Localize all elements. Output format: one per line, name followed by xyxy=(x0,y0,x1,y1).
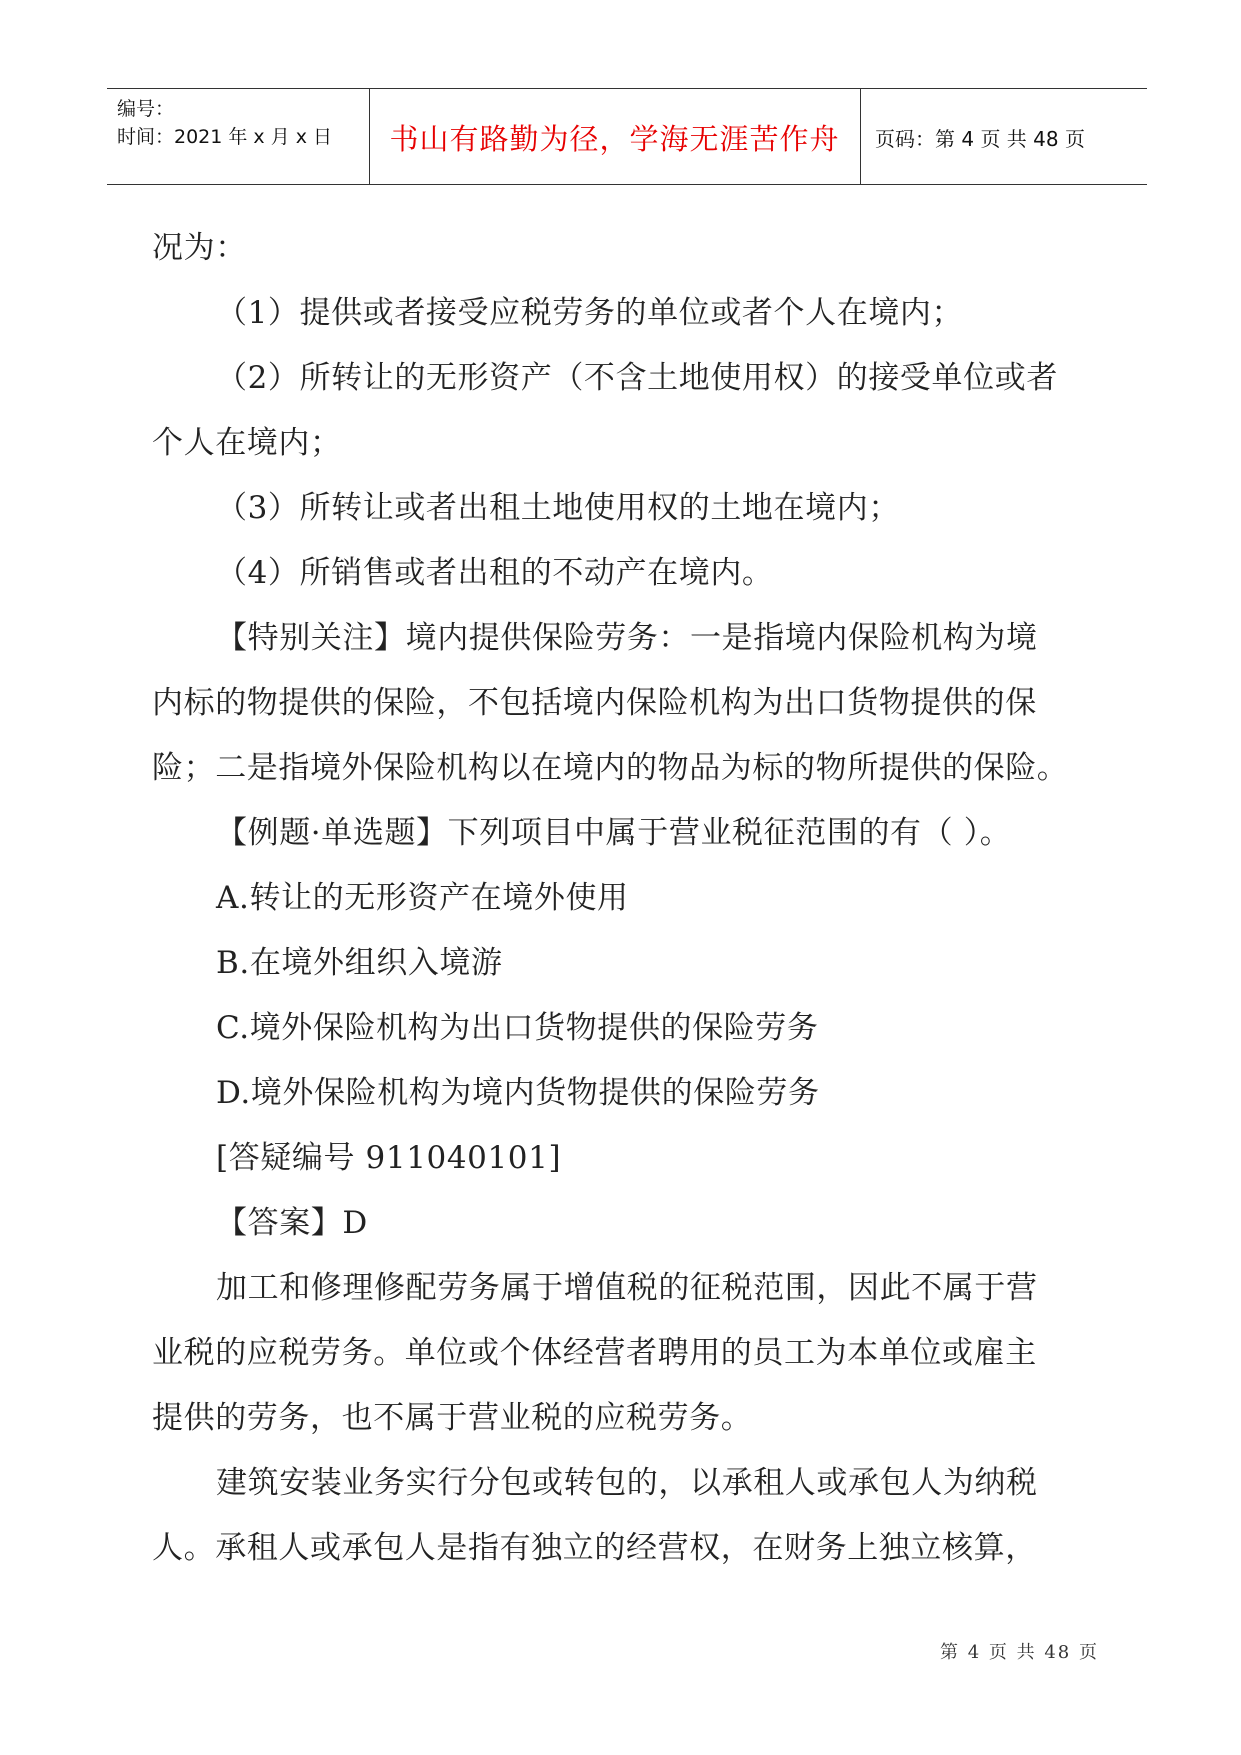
page-footer: 第 4 页 共 48 页 xyxy=(940,1642,1099,1663)
text-line: （3）所转让或者出租土地使用权的土地在境内； xyxy=(216,490,900,526)
option-c: C.境外保险机构为出口货物提供的保险劳务 xyxy=(216,1010,819,1046)
text-line: （2）所转让的无形资产（不含土地使用权）的接受单位或者 xyxy=(216,360,1058,396)
text-line: （1）提供或者接受应税劳务的单位或者个人在境内； xyxy=(216,295,964,331)
text-line: 加工和修理修配劳务属于增值税的征税范围，因此不属于营 xyxy=(216,1270,1038,1306)
text-line: 业税的应税劳务。单位或个体经营者聘用的员工为本单位或雇主 xyxy=(152,1335,1037,1371)
question-stem: 【例题·单选题】下列项目中属于营业税征范围的有（ ）。 xyxy=(216,815,1012,851)
text-line: 个人在境内； xyxy=(152,425,342,461)
header-motto: 书山有路勤为径，学海无涯苦作舟 xyxy=(389,122,840,156)
header-divider-right xyxy=(860,89,861,184)
header-page-number: 页码：第 4 页 共 48 页 xyxy=(875,127,1085,151)
text-line: 建筑安装业务实行分包或转包的，以承租人或承包人为纳税 xyxy=(216,1465,1038,1501)
text-line: 况为： xyxy=(152,230,247,266)
option-a: A.转让的无形资产在境外使用 xyxy=(216,880,629,916)
text-line: （4）所销售或者出租的不动产在境内。 xyxy=(216,555,774,591)
header-meta xyxy=(117,95,367,151)
qa-reference-number: [答疑编号 911040101] xyxy=(216,1140,562,1176)
text-line: 【特别关注】境内提供保险劳务：一是指境内保险机构为境 xyxy=(216,620,1038,656)
text-line: 人。承租人或承包人是指有独立的经营权，在财务上独立核算， xyxy=(152,1530,1037,1566)
answer-line: 【答案】D xyxy=(216,1205,368,1241)
option-b: B.在境外组织入境游 xyxy=(216,945,503,981)
option-d: D.境外保险机构为境内货物提供的保险劳务 xyxy=(216,1075,820,1111)
date-label: 时间：2021 年 x 月 x 日 xyxy=(117,126,333,148)
page-header xyxy=(107,88,1147,185)
text-line: 内标的物提供的保险，不包括境内保险机构为出口货物提供的保 xyxy=(152,685,1037,721)
document-body xyxy=(152,216,1112,1581)
text-line: 提供的劳务，也不属于营业税的应税劳务。 xyxy=(152,1400,753,1436)
text-line: 险；二是指境外保险机构以在境内的物品为标的物所提供的保险。 xyxy=(152,750,1069,786)
serial-number-label: 编号： xyxy=(117,98,175,120)
